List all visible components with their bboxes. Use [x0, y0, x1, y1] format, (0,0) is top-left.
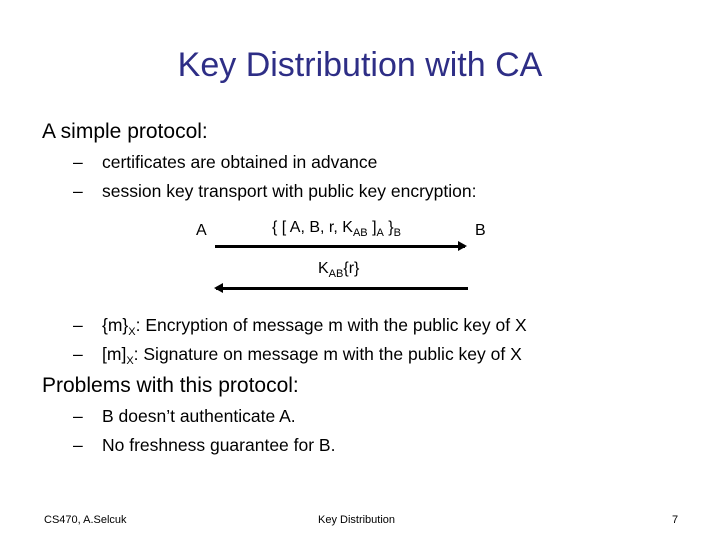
footer-page-number: 7 [672, 514, 679, 526]
notation-item-encryption: – $\{m\}_X$: Encryption of message m with the public key of X [73, 315, 527, 338]
message-1-label: { [ A, B, r, $K_{AB}$ ]$_A$ }$_B$ [272, 219, 401, 239]
bullet-item [73, 181, 476, 202]
bullet-text: No freshness guarantee for B. [102, 435, 336, 455]
bullet-text: B doesn’t authenticate A. [102, 406, 296, 426]
footer-author: CS470, A.Selcuk [44, 514, 127, 526]
section-heading-problems: Problems with this protocol: [42, 374, 299, 397]
bullet-text: session key transport with public key encryption: [102, 181, 477, 201]
party-a-label: A [196, 222, 207, 239]
bullet-dash: – [73, 152, 83, 172]
message-2-label: $K_{AB}\{r\}$ [318, 260, 360, 280]
bullet-dash: – [73, 406, 83, 426]
bullet-dash: – [73, 435, 83, 455]
party-b-label: B [475, 222, 486, 239]
bullet-dash: – [73, 315, 83, 335]
bullet-dash: – [73, 181, 83, 201]
bullet-item [73, 435, 335, 456]
bullet-dash: – [73, 344, 83, 364]
bullet-item [73, 152, 377, 173]
bullet-text: certificates are obtained in advance [102, 152, 378, 172]
footer-title: Key Distribution [318, 514, 396, 526]
notation-item-signature: – $[m]_X$: Signature on message m with the public key of X [73, 344, 522, 367]
bullet-item [73, 406, 296, 427]
arrow-left-icon [216, 287, 468, 290]
section-heading-protocol: A simple protocol: [42, 120, 208, 143]
slide-title: Key Distribution with CA [177, 46, 543, 84]
arrow-right-icon [215, 245, 465, 248]
